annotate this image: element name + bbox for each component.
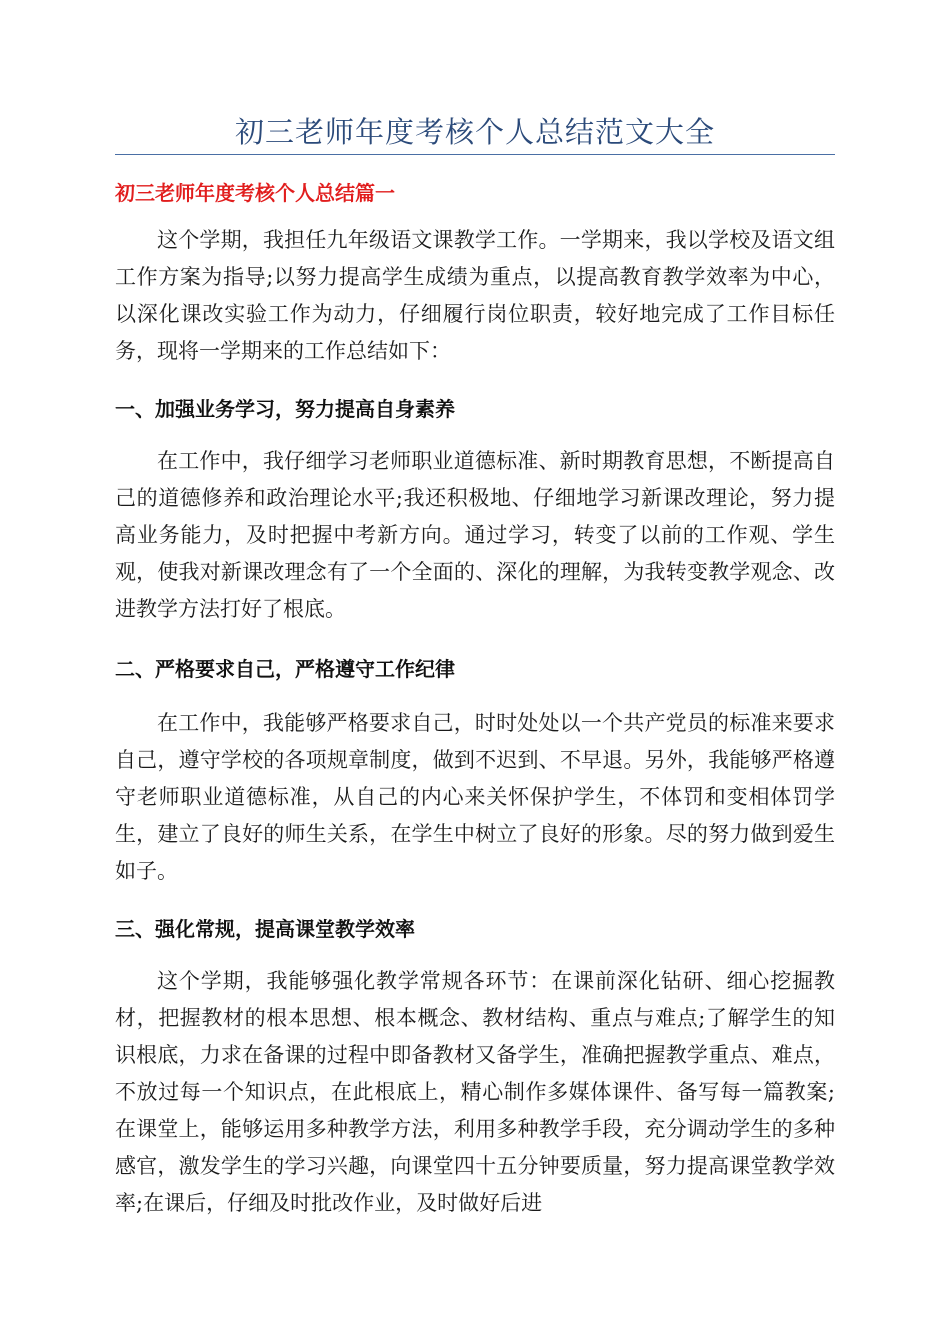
section-body-3: 这个学期，我能够强化教学常规各环节：在课前深化钻研、细心挖掘教材，把握教材的根本思想、根本概念、教材结构、重点与难点;了解学生的知识根底，力求在备课的过程中即备教材又备学生，准确把握教学重点、难点，不放过每一个知识点，在此根底上，精心制作多媒体课件、备写每一篇教案;在课堂上，能够运用多种教学方法，利用多种教学手段，充分调动学生的多种感官，激发学生的学习兴趣，向课堂四十五分钟要质量，努力提高课堂教学效率;在课后，仔细及时批改作业，及时做好后进: [115, 969, 835, 1215]
title-underline: [115, 154, 835, 155]
section-heading-1: 一、加强业务学习，努力提高自身素养: [115, 397, 455, 421]
section-body-2: 在工作中，我能够严格要求自己，时时处处以一个共产党员的标准来要求自己，遵守学校的各项规章制度，做到不迟到、不早退。另外，我能够严格遵守老师职业道德标准，从自己的内心来关怀保护学生，不体罚和变相体罚学生，建立了良好的师生关系，在学生中树立了良好的形象。尽的努力做到爱生如子。: [115, 711, 835, 883]
intro-paragraph: 这个学期，我担任九年级语文课教学工作。一学期来，我以学校及语文组工作方案为指导;以努力提高学生成绩为重点，以提高教育教学效率为中心，以深化课改实验工作为动力，仔细履行岗位职责，较好地完成了工作目标任务，现将一学期来的工作总结如下：: [115, 228, 835, 363]
article-heading: 初三老师年度考核个人总结篇一: [115, 181, 395, 205]
section-heading-3: 三、强化常规，提高课堂教学效率: [115, 917, 415, 941]
section-body-1: 在工作中，我仔细学习老师职业道德标准、新时期教育思想，不断提高自己的道德修养和政治理论水平;我还积极地、仔细地学习新课改理论，努力提高业务能力，及时把握中考新方向。通过学习，转变了以前的工作观、学生观，使我对新课改理念有了一个全面的、深化的理解，为我转变教学观念、改进教学方法打好了根底。: [115, 449, 835, 621]
section-heading-2: 二、严格要求自己，严格遵守工作纪律: [115, 657, 455, 681]
document-title: 初三老师年度考核个人总结范文大全: [234, 115, 715, 149]
